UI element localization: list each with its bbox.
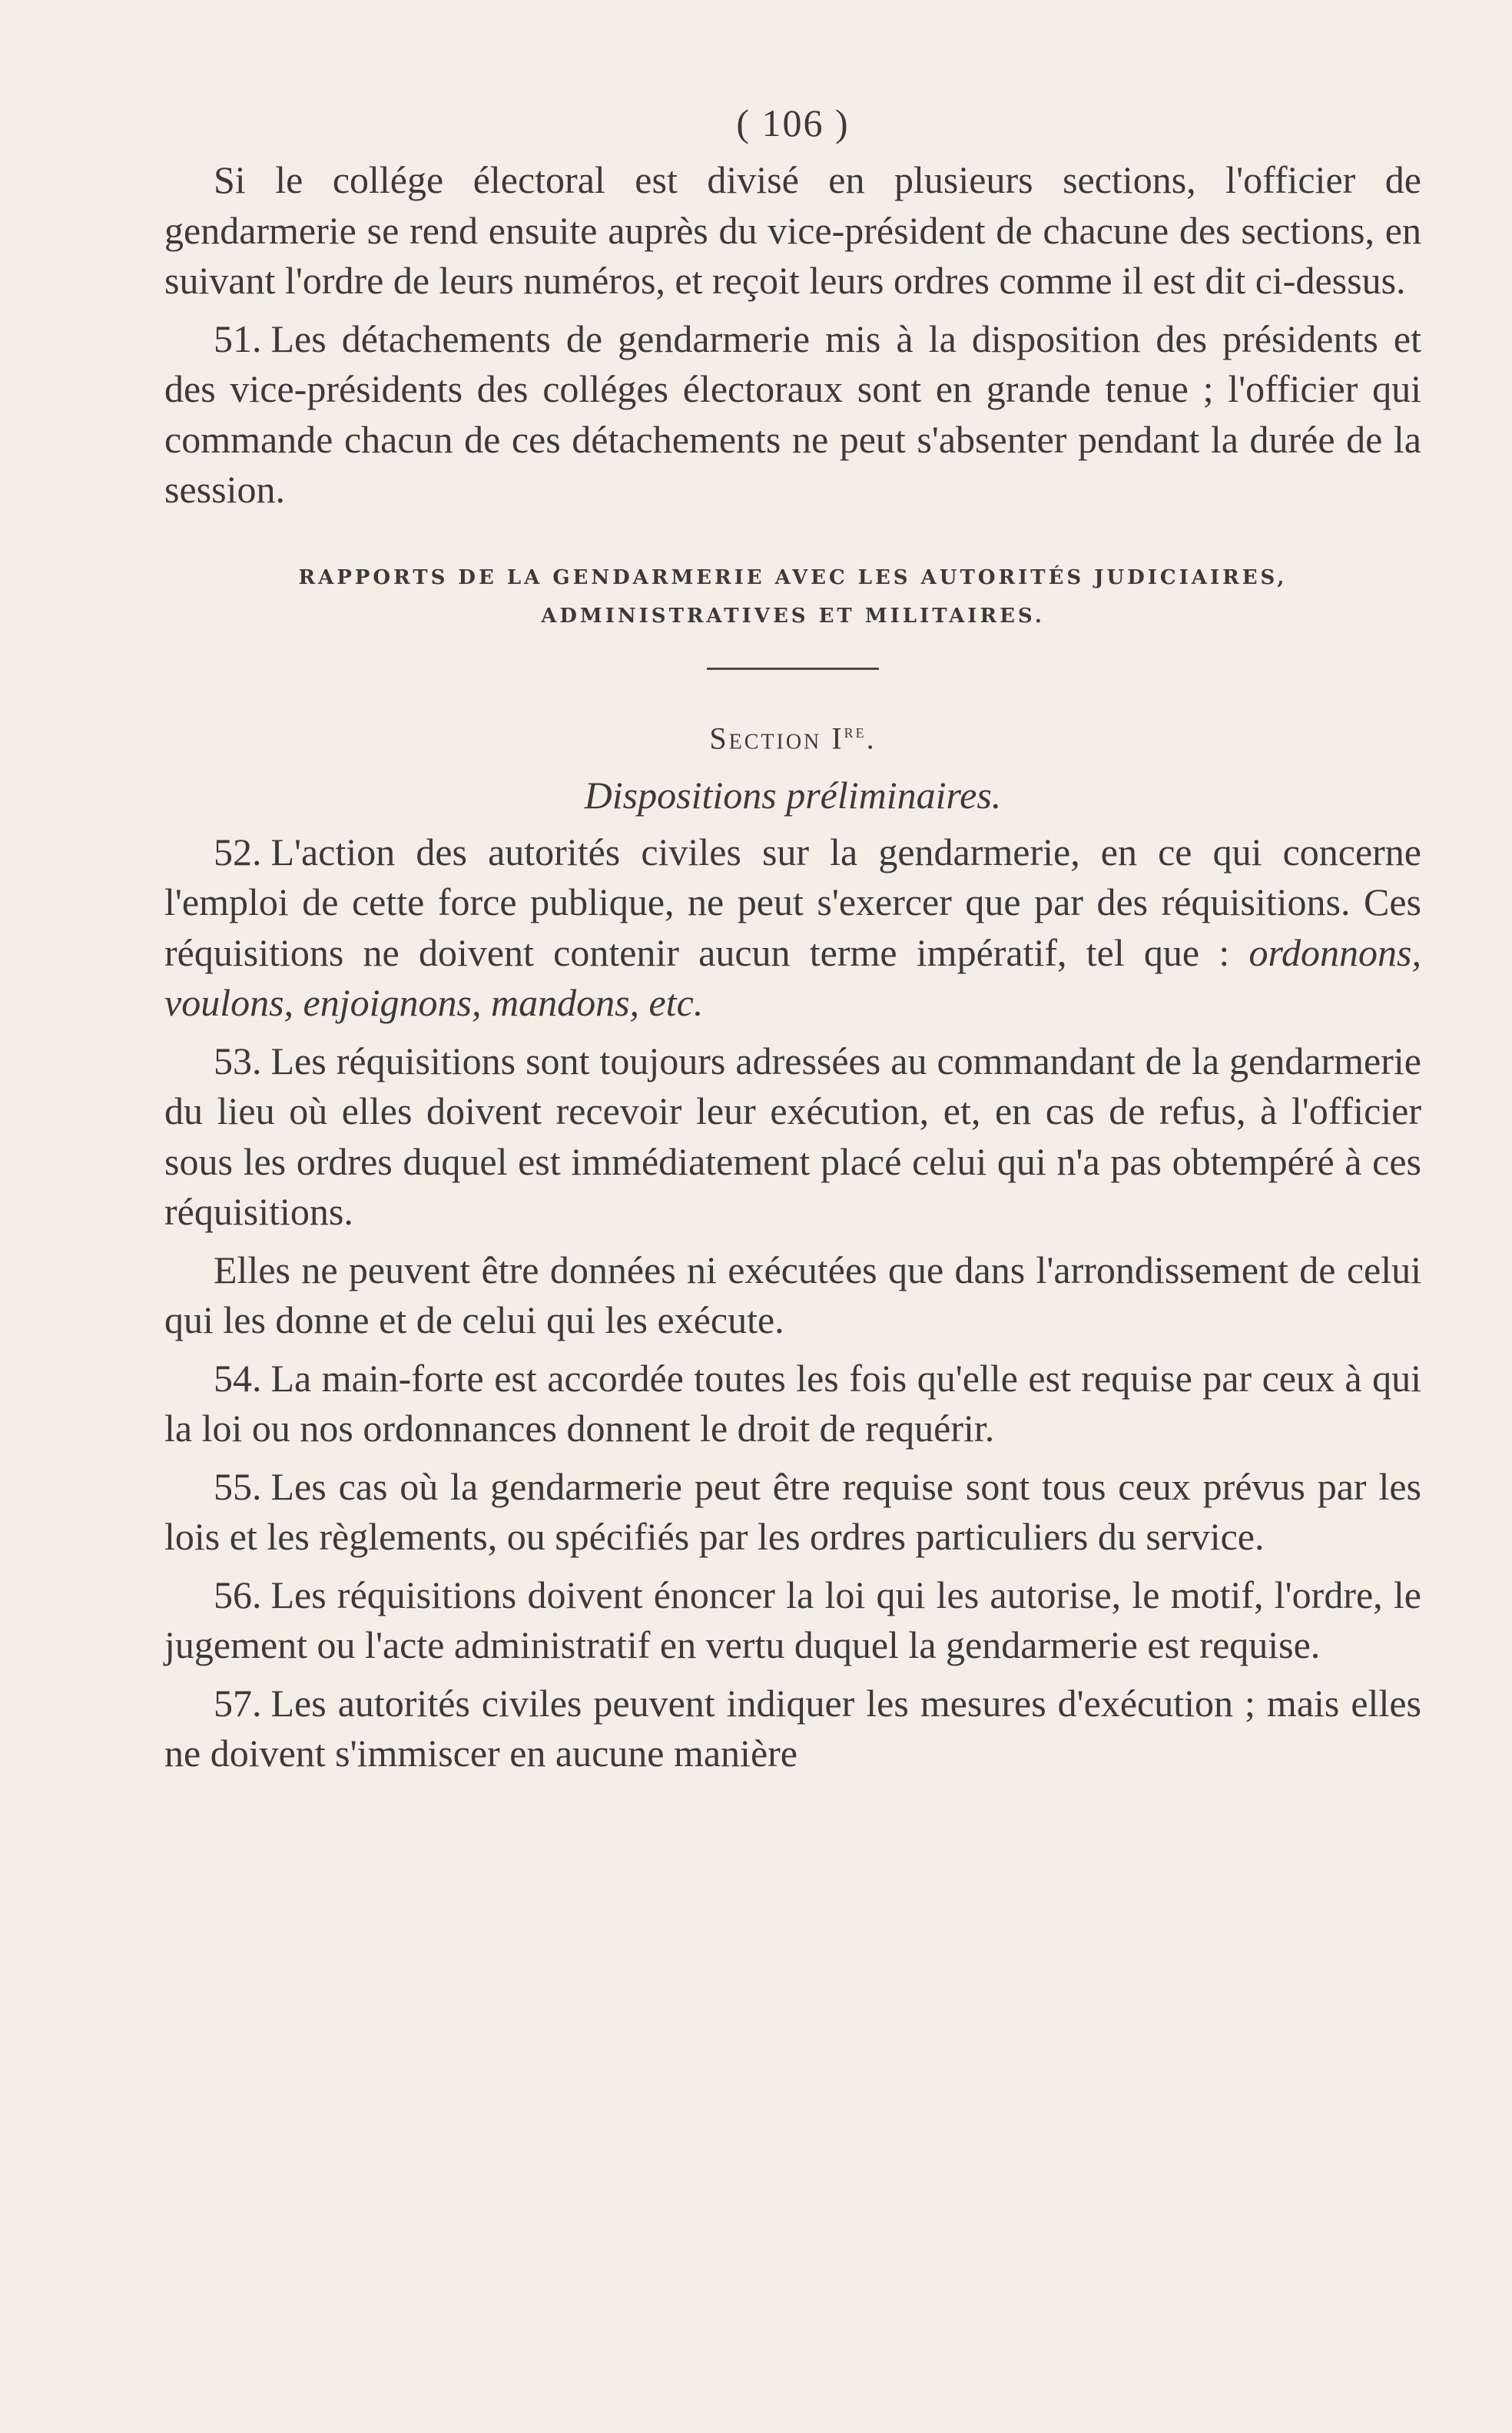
- article-number: 52.: [214, 830, 262, 873]
- paragraph-art53: [164, 1036, 1421, 1238]
- page-number: ( 106 ): [736, 101, 850, 144]
- paragraph-art57: [164, 1679, 1421, 1779]
- paragraph-art53-second: Elles ne peuvent être données ni exécutées que dans l'arrondissement de celui qui les donne et de celui qui les exécute.: [164, 1248, 1421, 1342]
- article-number: 54.: [214, 1356, 262, 1400]
- paragraph-art50-continuation: Si le collége électoral est divisé en plusieurs sections, l'officier de gendarmerie se rend ensuite auprès du vice-président de chacune des sections, en suivant l'ordre de leurs numéros, et reçoit leurs ordres comme il est dit ci-dessus.: [164, 158, 1421, 302]
- divider-rule: [707, 668, 879, 670]
- article-number: 51.: [214, 317, 262, 360]
- article-number: 56.: [214, 1573, 262, 1616]
- article-number: 57.: [214, 1681, 262, 1725]
- article-text: La main-forte est accordée toutes les fois qu'elle est requise par ceux à qui la loi ou nos ordonnances donnent le droit de requérir.: [164, 1356, 1421, 1450]
- section-dot: .: [866, 720, 877, 755]
- article-text: Les réquisitions doivent énoncer la loi qui les autorise, le motif, l'ordre, le jugement ou l'acte administratif en vertu duquel la gendarmerie est requise.: [164, 1573, 1421, 1667]
- article-text: L'action des autorités civiles sur la gendarmerie, en ce qui concerne l'emploi de cette force publique, ne peut s'exercer que par des réquisitions. Ces réquisitions ne doivent contenir aucun terme impératif, tel que :: [164, 830, 1421, 974]
- chapter-heading-line1: RAPPORTS DE LA GENDARMERIE AVEC LES AUTORITÉS JUDICIAIRES,: [298, 565, 1288, 589]
- article-text: Les autorités civiles peuvent indiquer les mesures d'exécution ; mais elles ne doivent s'immiscer en aucune manière: [164, 1681, 1421, 1775]
- article-text: Les cas où la gendarmerie peut être requise sont tous ceux prévus par les lois et les règlements, ou spécifiés par les ordres particuliers du service.: [164, 1464, 1421, 1559]
- chapter-heading-line2: ADMINISTRATIVES ET MILITAIRES.: [541, 604, 1045, 628]
- paragraph-art56: [164, 1570, 1421, 1671]
- section-ordinal: re: [844, 719, 867, 742]
- paragraph-art52: [164, 827, 1421, 1029]
- article-text: Les réquisitions sont toujours adressées au commandant de la gendarmerie du lieu où elles doivent recevoir leur exécution, et, en cas de refus, à l'officier sous les ordres duquel est immédiatement placé celui qui n'a pas obtempéré à ces réquisitions.: [164, 1039, 1421, 1234]
- paragraph-art55: [164, 1462, 1421, 1563]
- page-text: [164, 94, 1421, 1779]
- article-number: 55.: [214, 1464, 262, 1508]
- section-subtitle: Dispositions préliminaires.: [584, 773, 1002, 817]
- paragraph-art51: [164, 314, 1421, 515]
- article-italic-text: ordonnons, voulons, enjoignons, mandons, etc.: [164, 930, 1421, 1025]
- section-heading: [164, 708, 1421, 761]
- paragraph-art54: [164, 1354, 1421, 1454]
- section-label: Section I: [709, 720, 844, 755]
- article-number: 53.: [214, 1039, 262, 1082]
- article-text: Les détachements de gendarmerie mis à la disposition des présidents et des vice-présidents des colléges électoraux sont en grande tenue ; l'officier qui commande chacun de ces détachements ne peut s'absenter pendant la durée de la session.: [164, 317, 1421, 511]
